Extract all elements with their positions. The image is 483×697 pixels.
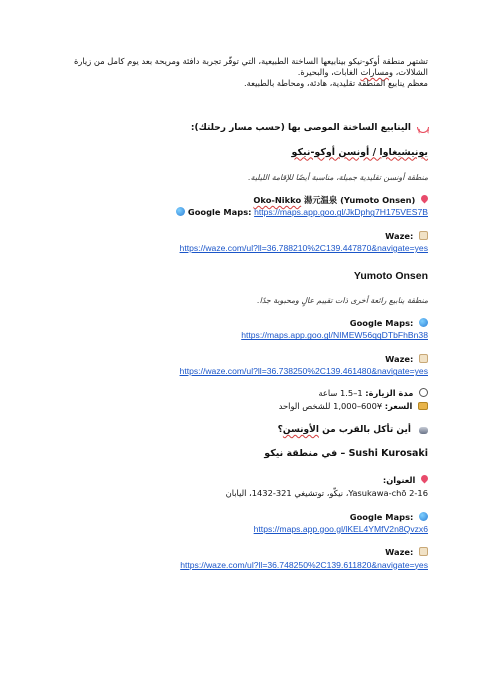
waze-link-line-2	[66, 366, 428, 378]
group2-note: منطقة ينابيع رائعة أخرى ذات تقييم عالٍ ومحبوبة جدًا.	[257, 295, 428, 305]
google-link-line-2	[66, 330, 428, 342]
price-label: السعر:	[384, 401, 413, 412]
intro-text: تشتهر منطقة أوكو-نيكو بينابيعها الساخنة الطبيعية، التي توفّر تجربة دافئة ومريحة بعد يوم كامل من زيارة الشلالات، و	[74, 56, 428, 78]
waze-link-line-1	[66, 243, 428, 255]
google-maps-row-3	[66, 512, 428, 523]
google-maps-row-1	[66, 207, 428, 219]
waze-link[interactable]: https://waze.com/ul?ll=36.748250%2C139.611820&navigate=yes	[180, 559, 428, 570]
duration-row	[66, 388, 428, 399]
spellcheck-word: مسارات	[360, 67, 389, 78]
globe-icon	[419, 318, 428, 327]
waze-row-1	[66, 231, 428, 242]
section-heading	[66, 122, 428, 134]
intro-line-2: معظم ينابيع المنطقة تقليدية، هادئة، ومحاطة بالطبيعة.	[244, 78, 428, 89]
pin-icon	[421, 475, 428, 484]
google-maps-link[interactable]: https://maps.app.goo.gl/lKEL4YMfV2n8Qvzx6	[253, 523, 428, 534]
waze-link[interactable]: https://waze.com/ul?ll=36.738250%2C139.461480&navigate=yes	[179, 366, 428, 377]
waze-icon	[419, 231, 428, 240]
food-question	[278, 424, 411, 436]
pin-icon	[421, 195, 428, 204]
hot-springs-icon	[416, 122, 428, 133]
intro-paragraph	[66, 56, 428, 90]
price-value: ¥600–1,000 للشخص الواحد	[278, 401, 385, 412]
address-label-row	[66, 475, 428, 486]
google-maps-row-2	[66, 318, 428, 329]
waze-label: Waze:	[385, 547, 414, 558]
waze-link[interactable]: https://waze.com/ul?ll=36.788210%2C139.447870&navigate=yes	[179, 243, 428, 253]
waze-row-2	[66, 354, 428, 365]
group1-title: يونيشيغاوا / أونسن أوكو-نيكو	[291, 146, 428, 158]
food-question-text: أين تأكل بالقرب من	[318, 425, 411, 436]
address-label: العنوان:	[382, 475, 416, 486]
waze-link-line-3	[66, 560, 428, 572]
google-maps-link[interactable]: https://maps.app.goo.gl/JkDphg7H175VES7B	[254, 207, 428, 218]
clock-icon	[419, 388, 428, 397]
waze-label: Waze:	[385, 354, 414, 365]
globe-icon	[419, 512, 428, 521]
waze-icon	[419, 547, 428, 556]
globe-icon	[176, 207, 185, 216]
place-name	[253, 195, 415, 205]
place-name-latin: Oko-Nikko	[253, 195, 302, 206]
address-value: 2-16 Yasukawa-chō، نيكّو، توتشيغي 321-1432، اليابان	[225, 488, 428, 499]
place-name-row	[66, 195, 428, 206]
group2-heading: Yumoto Onsen	[353, 269, 428, 282]
duration-label: مدة الزيارة:	[365, 387, 414, 398]
group1-note: منطقة أونسن تقليدية جميلة، مناسبة أيضًا للإقامة الليلية.	[248, 172, 428, 182]
waze-row-3	[66, 547, 428, 558]
google-maps-label: Google Maps:	[349, 318, 414, 329]
duration-value: 1–1.5 ساعة	[318, 387, 366, 398]
intro-text-end: الغابات، والبحيرة.	[297, 67, 361, 78]
section-title: الينابيع الساخنة الموصى بها (حسب مسار رحلتك):	[190, 122, 411, 133]
price-row	[66, 401, 428, 412]
google-maps-link[interactable]: https://maps.app.goo.gl/NIMEW56qqDTbFhBn38	[241, 330, 428, 341]
money-icon	[418, 402, 428, 410]
food-icon	[419, 427, 428, 434]
waze-label: Waze:	[385, 230, 414, 241]
intro-line-1	[66, 56, 428, 78]
google-maps-label: Google Maps:	[187, 207, 252, 218]
question-mark: ؟	[277, 425, 283, 436]
group1-heading	[66, 147, 428, 160]
spellcheck-word: الأونسن	[282, 425, 319, 436]
google-link-line-3	[66, 524, 428, 536]
food-heading	[66, 424, 428, 436]
waze-icon	[419, 354, 428, 363]
restaurant-heading: Sushi Kurosaki – في منطقة نيكو	[264, 448, 428, 460]
google-maps-label: Google Maps:	[349, 511, 414, 522]
document-body	[66, 56, 428, 571]
place-name-rest: 湯元温泉 (Yumoto Onsen)	[301, 195, 416, 206]
